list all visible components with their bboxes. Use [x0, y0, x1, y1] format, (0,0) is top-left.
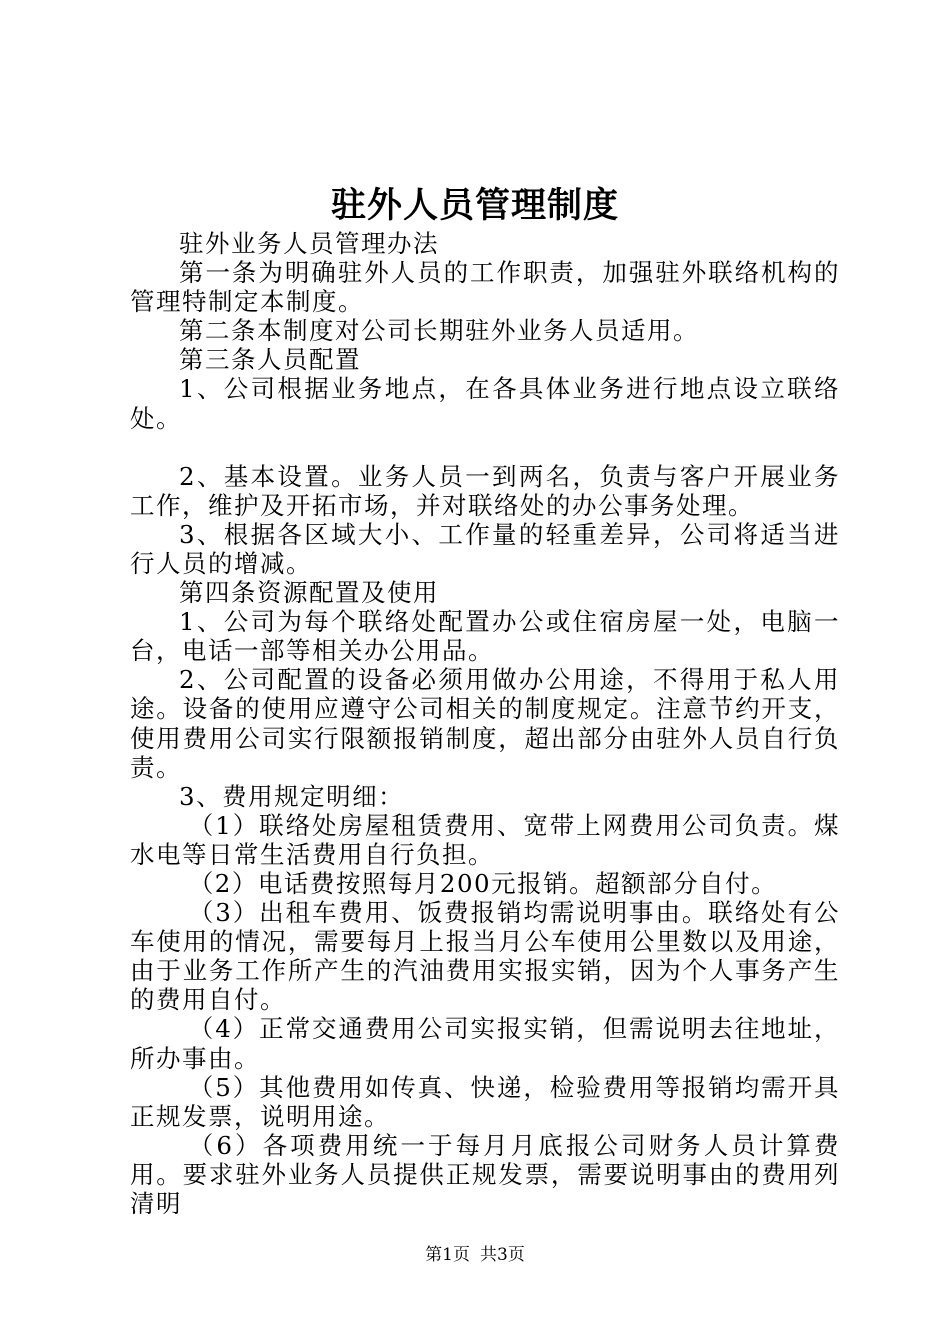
- article-3-heading: 第三条人员配置: [179, 345, 361, 375]
- article-4-item-3: 3、费用规定明细：: [179, 781, 405, 811]
- page-total: 共3页: [480, 1245, 525, 1265]
- expense-rule-1: （1）联络处房屋租赁费用、宽带上网费用公司负责。煤水电等日常生活费用自行负担。: [130, 810, 840, 869]
- expense-rule-4: （4）正常交通费用公司实报实销，但需说明去往地址，所办事由。: [130, 1014, 840, 1073]
- article-4-item-1: 1、公司为每个联络处配置办公或住宿房屋一处，电脑一台，电话一部等相关办公用品。: [130, 607, 840, 666]
- article-3-item-2: 2、基本设置。业务人员一到两名，负责与客户开展业务工作，维护及开拓市场，并对联络处的办公事务处理。: [130, 461, 840, 520]
- expense-rule-2: （2）电话费按照每月200元报销。超额部分自付。: [188, 868, 778, 898]
- article-4-heading: 第四条资源配置及使用: [179, 578, 439, 608]
- document-body: [130, 229, 840, 1218]
- expense-rule-6: （6）各项费用统一于每月月底报公司财务人员计算费用。要求驻外业务人员提供正规发票，需要说明事由的费用列清明: [130, 1130, 840, 1218]
- article-4-item-2: 2、公司配置的设备必须用做办公用途，不得用于私人用途。设备的使用应遵守公司相关的制度规定。注意节约开支，使用费用公司实行限额报销制度，超出部分由驻外人员自行负责。: [130, 665, 840, 782]
- page-footer: [0, 1244, 950, 1266]
- article-3-item-1: 1、公司根据业务地点，在各具体业务进行地点设立联络处。: [130, 374, 840, 433]
- article-2: 第二条本制度对公司长期驻外业务人员适用。: [179, 316, 699, 346]
- document-title: 驻外人员管理制度: [330, 186, 619, 226]
- expense-rule-5: （5）其他费用如传真、快递，检验费用等报销均需开具正规发票，说明用途。: [130, 1072, 840, 1131]
- expense-rule-3: （3）出租车费用、饭费报销均需说明事由。联络处有公车使用的情况，需要每月上报当月公车使用公里数以及用途，由于业务工作所产生的汽油费用实报实销，因为个人事务产生的费用自付。: [130, 898, 840, 1015]
- section-heading: 驻外业务人员管理办法: [179, 229, 439, 258]
- page-number: 第1页: [425, 1245, 470, 1265]
- article-1: 第一条为明确驻外人员的工作职责，加强驻外联络机构的管理特制定本制度。: [130, 258, 840, 317]
- article-3-item-3: 3、根据各区域大小、工作量的轻重差异，公司将适当进行人员的增减。: [130, 519, 840, 578]
